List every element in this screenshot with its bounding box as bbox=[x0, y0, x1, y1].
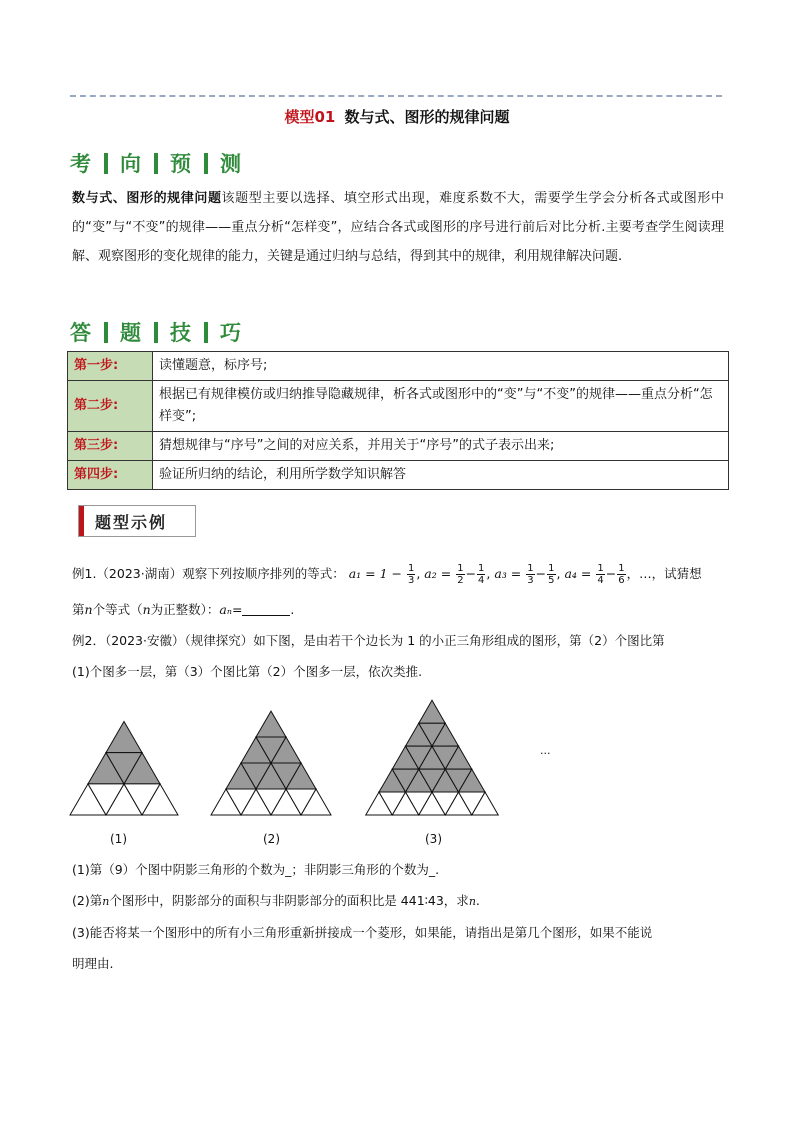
formula-a4: a₄ = bbox=[564, 566, 596, 581]
table-row bbox=[68, 352, 729, 381]
badge-accent-bar bbox=[79, 506, 84, 536]
model-title: 数与式、图形的规律问题 bbox=[344, 108, 510, 126]
examples-badge bbox=[78, 505, 196, 537]
page-title bbox=[0, 106, 794, 127]
example2-question-3-line2: 明理由. bbox=[72, 956, 114, 971]
step-text: 根据已有规律模仿或归纳推导隐藏规律，析各式或图形中的“变”与“不变”的规律——重点分析“怎样变”; bbox=[153, 381, 729, 432]
fraction-1-3: $\frac{1}{3}$ bbox=[407, 563, 415, 586]
variable-n: n bbox=[84, 602, 93, 617]
separator-bar bbox=[154, 153, 158, 174]
formula-a2: a₂ = bbox=[424, 566, 456, 581]
variable-n: n bbox=[102, 895, 110, 908]
steps-table bbox=[67, 351, 729, 490]
forecast-heading-char: 向 bbox=[120, 151, 142, 176]
example2-question-1: (1)第（9）个图中阴影三角形的个数为_；非阴影三角形的个数为_. bbox=[72, 862, 440, 877]
question-text: . bbox=[475, 893, 480, 908]
example2-question-3-line1: (3)能否将某一个图形中的所有小三角形重新拼接成一个菱形，如果能，请指出是第几个图形，如果不能说 bbox=[72, 925, 653, 940]
fraction-1-2: $\frac{1}{2}$ bbox=[457, 563, 464, 586]
separator-bar bbox=[204, 153, 208, 174]
top-dashed-rule bbox=[70, 95, 722, 97]
tips-heading-char: 题 bbox=[120, 320, 142, 345]
variable-an: aₙ= bbox=[219, 602, 243, 617]
variable-n: n bbox=[142, 602, 151, 617]
separator-bar bbox=[204, 322, 208, 343]
question-text: (2)第 bbox=[72, 893, 103, 908]
answer-blank[interactable] bbox=[242, 603, 290, 616]
example2-line1: 例2．（2023·安徽）（规律探究）如下图，是由若干个边长为 1 的小正三角形组成的图形，第（2）个图比第 bbox=[72, 633, 665, 648]
step-label: 第二步: bbox=[68, 381, 153, 432]
fraction-1-3b: $\frac{1}{3}$ bbox=[527, 563, 534, 586]
example1-tail: ，…，试猜想 bbox=[626, 566, 702, 581]
example2-question-2 bbox=[72, 892, 480, 911]
figure-caption-1: (1) bbox=[110, 832, 127, 846]
step-label: 第一步: bbox=[68, 352, 153, 381]
triangle-figure-1 bbox=[70, 721, 178, 815]
fraction-1-5: $\frac{1}{5}$ bbox=[548, 563, 555, 586]
example1-text: . bbox=[290, 602, 295, 617]
formula-a3: a₃ = bbox=[494, 566, 526, 581]
example1-text: 第 bbox=[72, 602, 85, 617]
example1-text: 为正整数）： bbox=[150, 602, 220, 617]
step-label: 第四步: bbox=[68, 461, 153, 490]
tips-heading bbox=[70, 317, 242, 347]
forecast-lead: 数与式、图形的规律问题 bbox=[72, 191, 222, 206]
badge-label: 题型示例 bbox=[95, 513, 168, 532]
tips-heading-char: 巧 bbox=[220, 320, 242, 345]
figure-caption-3: (3) bbox=[425, 832, 442, 846]
fraction-1-6: $\frac{1}{6}$ bbox=[618, 563, 625, 586]
forecast-heading-char: 测 bbox=[220, 151, 242, 176]
triangle-figure-3 bbox=[366, 700, 499, 815]
step-text: 猜想规律与“序号”之间的对应关系，并用关于“序号”的式子表示出来; bbox=[153, 432, 729, 461]
tips-heading-char: 答 bbox=[70, 320, 92, 345]
forecast-text: 该题型主要以选择、填空形式出现，难度系数不大，需要学生学会分析各式或图形中的“变”与“不变”的规律——重点分析“怎样变”，应结合各式或图形的序号进行前后对比分析.主要考查学生阅读理解、观察图形的变化规律的能力，关键是通过归纳与总结，得到其中的规律，利用规律解决问题. bbox=[72, 191, 724, 264]
formula-a1: a₁ = 1 − bbox=[348, 566, 406, 581]
variable-n: n bbox=[468, 895, 476, 908]
separator-bar bbox=[104, 153, 108, 174]
separator-bar bbox=[104, 322, 108, 343]
example2-line2: (1)个图多一层，第（3）个图比第（2）个图多一层，依次类推. bbox=[72, 664, 423, 679]
step-text: 读懂题意，标序号; bbox=[153, 352, 729, 381]
table-row bbox=[68, 381, 729, 432]
example1-line1: 例1.（2023·湖南）观察下列按顺序排列的等式： a₁ = 1 − $\frac{1}{3}$ , a₂ = $\frac{1}{2}$ − $\frac{1}{4}$ , a₃ = $\frac{1}{3}$ − $\frac{1}{5}$ , a₄ = $\frac{1}{4}$ − $\frac{1}{6}$ ，…，试猜想 bbox=[72, 563, 702, 586]
tips-heading-char: 技 bbox=[170, 320, 192, 345]
forecast-heading bbox=[70, 148, 242, 178]
triangle-figures bbox=[60, 685, 540, 820]
separator-bar bbox=[154, 322, 158, 343]
model-label: 模型01 bbox=[284, 108, 336, 126]
example1-text: 个等式（ bbox=[92, 602, 143, 617]
example1-intro: 例1.（2023·湖南）观察下列按顺序排列的等式： bbox=[72, 566, 345, 581]
small-triangle bbox=[106, 721, 142, 752]
figure-caption-2: (2) bbox=[263, 832, 280, 846]
small-triangle bbox=[256, 711, 286, 737]
fraction-1-4: $\frac{1}{4}$ bbox=[478, 563, 485, 586]
step-text: 验证所归纳的结论，利用所学数学知识解答 bbox=[153, 461, 729, 490]
forecast-heading-char: 预 bbox=[170, 151, 192, 176]
figure-ellipsis: ... bbox=[540, 744, 551, 757]
table-row bbox=[68, 432, 729, 461]
forecast-heading-char: 考 bbox=[70, 151, 92, 176]
step-label: 第三步: bbox=[68, 432, 153, 461]
table-row bbox=[68, 461, 729, 490]
small-triangle bbox=[419, 700, 446, 723]
question-text: 个图形中，阴影部分的面积与非阴影部分的面积比是 441∶43，求 bbox=[109, 893, 469, 908]
example1-line2 bbox=[72, 601, 294, 619]
fraction-1-4b: $\frac{1}{4}$ bbox=[597, 563, 604, 586]
triangle-figure-2 bbox=[211, 711, 331, 815]
forecast-paragraph bbox=[72, 184, 724, 271]
